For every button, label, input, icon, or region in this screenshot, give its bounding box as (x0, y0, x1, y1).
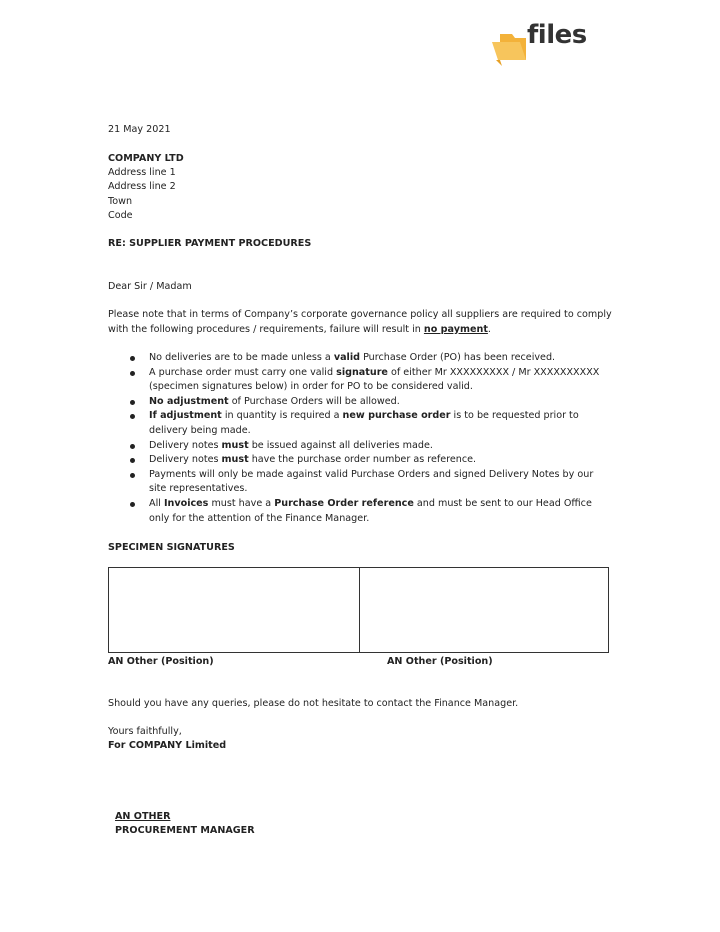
bullet-icon (130, 371, 135, 376)
bold-text: signature (336, 366, 388, 378)
address-line: Code (108, 210, 133, 221)
requirements-list (108, 351, 608, 526)
files-logo (490, 20, 610, 66)
intro-line: Please note that in terms of Company’s corporate governance policy all suppliers are required to comply (108, 309, 612, 320)
sign-off: Yours faithfully, (108, 726, 182, 737)
text: of Purchase Orders will be allowed. (228, 395, 400, 407)
letter-date: 21 May 2021 (108, 124, 171, 135)
text: Delivery notes (149, 454, 222, 466)
bold-text: must (221, 454, 249, 466)
bold-text: Invoices (163, 497, 209, 509)
requirement-item (108, 395, 608, 410)
requirement-item (108, 439, 608, 454)
folder-logo-icon (490, 32, 530, 66)
text: must have a (208, 497, 275, 509)
requirement-item (108, 366, 608, 395)
logo-text: files (527, 20, 587, 50)
text: Payments will only be made against valid Purchase Orders and signed Delivery Notes by our site representatives. (149, 468, 594, 495)
text: is to be requested prior to delivery being made. (149, 410, 579, 436)
closing-note: Should you have any queries, please do not hesitate to contact the Finance Manager. (108, 698, 519, 709)
bold-text: No adjustment (149, 395, 229, 407)
text: be issued against all deliveries made. (248, 439, 433, 451)
address-line: Address line 1 (108, 167, 176, 178)
signature-table (108, 567, 609, 653)
bold-text: Purchase Order reference (274, 497, 414, 509)
specimen-heading: SPECIMEN SIGNATURES (108, 542, 235, 553)
intro-text: . (487, 323, 491, 335)
requirement-item (108, 497, 608, 526)
text: Purchase Order (PO) has been received. (360, 352, 556, 363)
signatory-name: AN OTHER (115, 811, 171, 822)
text: and must be sent to our Head Office only for the attention of the Finance Manager. (149, 497, 592, 524)
text: Delivery notes (149, 439, 222, 451)
bullet-icon (130, 356, 135, 361)
letter-subject: RE: SUPPLIER PAYMENT PROCEDURES (108, 238, 312, 249)
text: in quantity is required a (221, 410, 343, 422)
salutation: Dear Sir / Madam (108, 281, 192, 292)
signature-label-left: AN Other (Position) (108, 656, 214, 667)
intro-line (108, 323, 618, 338)
bullet-icon (130, 400, 135, 405)
signature-divider (359, 568, 360, 652)
bullet-icon (130, 458, 135, 463)
bullet-icon (130, 502, 135, 507)
bullet-icon (130, 473, 135, 478)
requirement-item (108, 351, 608, 366)
no-payment-emphasis: no payment (423, 323, 488, 335)
signature-label-right: AN Other (Position) (387, 656, 493, 667)
requirement-item (108, 409, 608, 438)
sign-off-company: For COMPANY Limited (108, 740, 227, 751)
requirement-item (108, 453, 608, 468)
bold-text: If adjustment (149, 410, 222, 422)
address-line: Address line 2 (108, 181, 176, 192)
address-line: Town (108, 196, 133, 207)
text: have the purchase order number as reference. (248, 454, 477, 466)
text: of either Mr XXXXXXXXX / Mr XXXXXXXXXX (specimen signatures below) in order for PO to be considered valid. (149, 366, 600, 393)
requirement-item (108, 468, 608, 497)
text: All (149, 497, 164, 509)
recipient-name: COMPANY LTD (108, 153, 184, 164)
bold-text: must (221, 439, 249, 451)
bold-text: new purchase order (342, 410, 451, 422)
text: No deliveries are to be made unless a (149, 352, 334, 363)
signatory-title: PROCUREMENT MANAGER (115, 825, 255, 836)
bold-text: valid (333, 352, 361, 363)
intro-paragraph (108, 308, 618, 337)
bullet-icon (130, 414, 135, 419)
intro-text: with the following procedures / requirements, failure will result in (108, 323, 424, 335)
text: A purchase order must carry one valid (149, 366, 337, 378)
bullet-icon (130, 444, 135, 449)
